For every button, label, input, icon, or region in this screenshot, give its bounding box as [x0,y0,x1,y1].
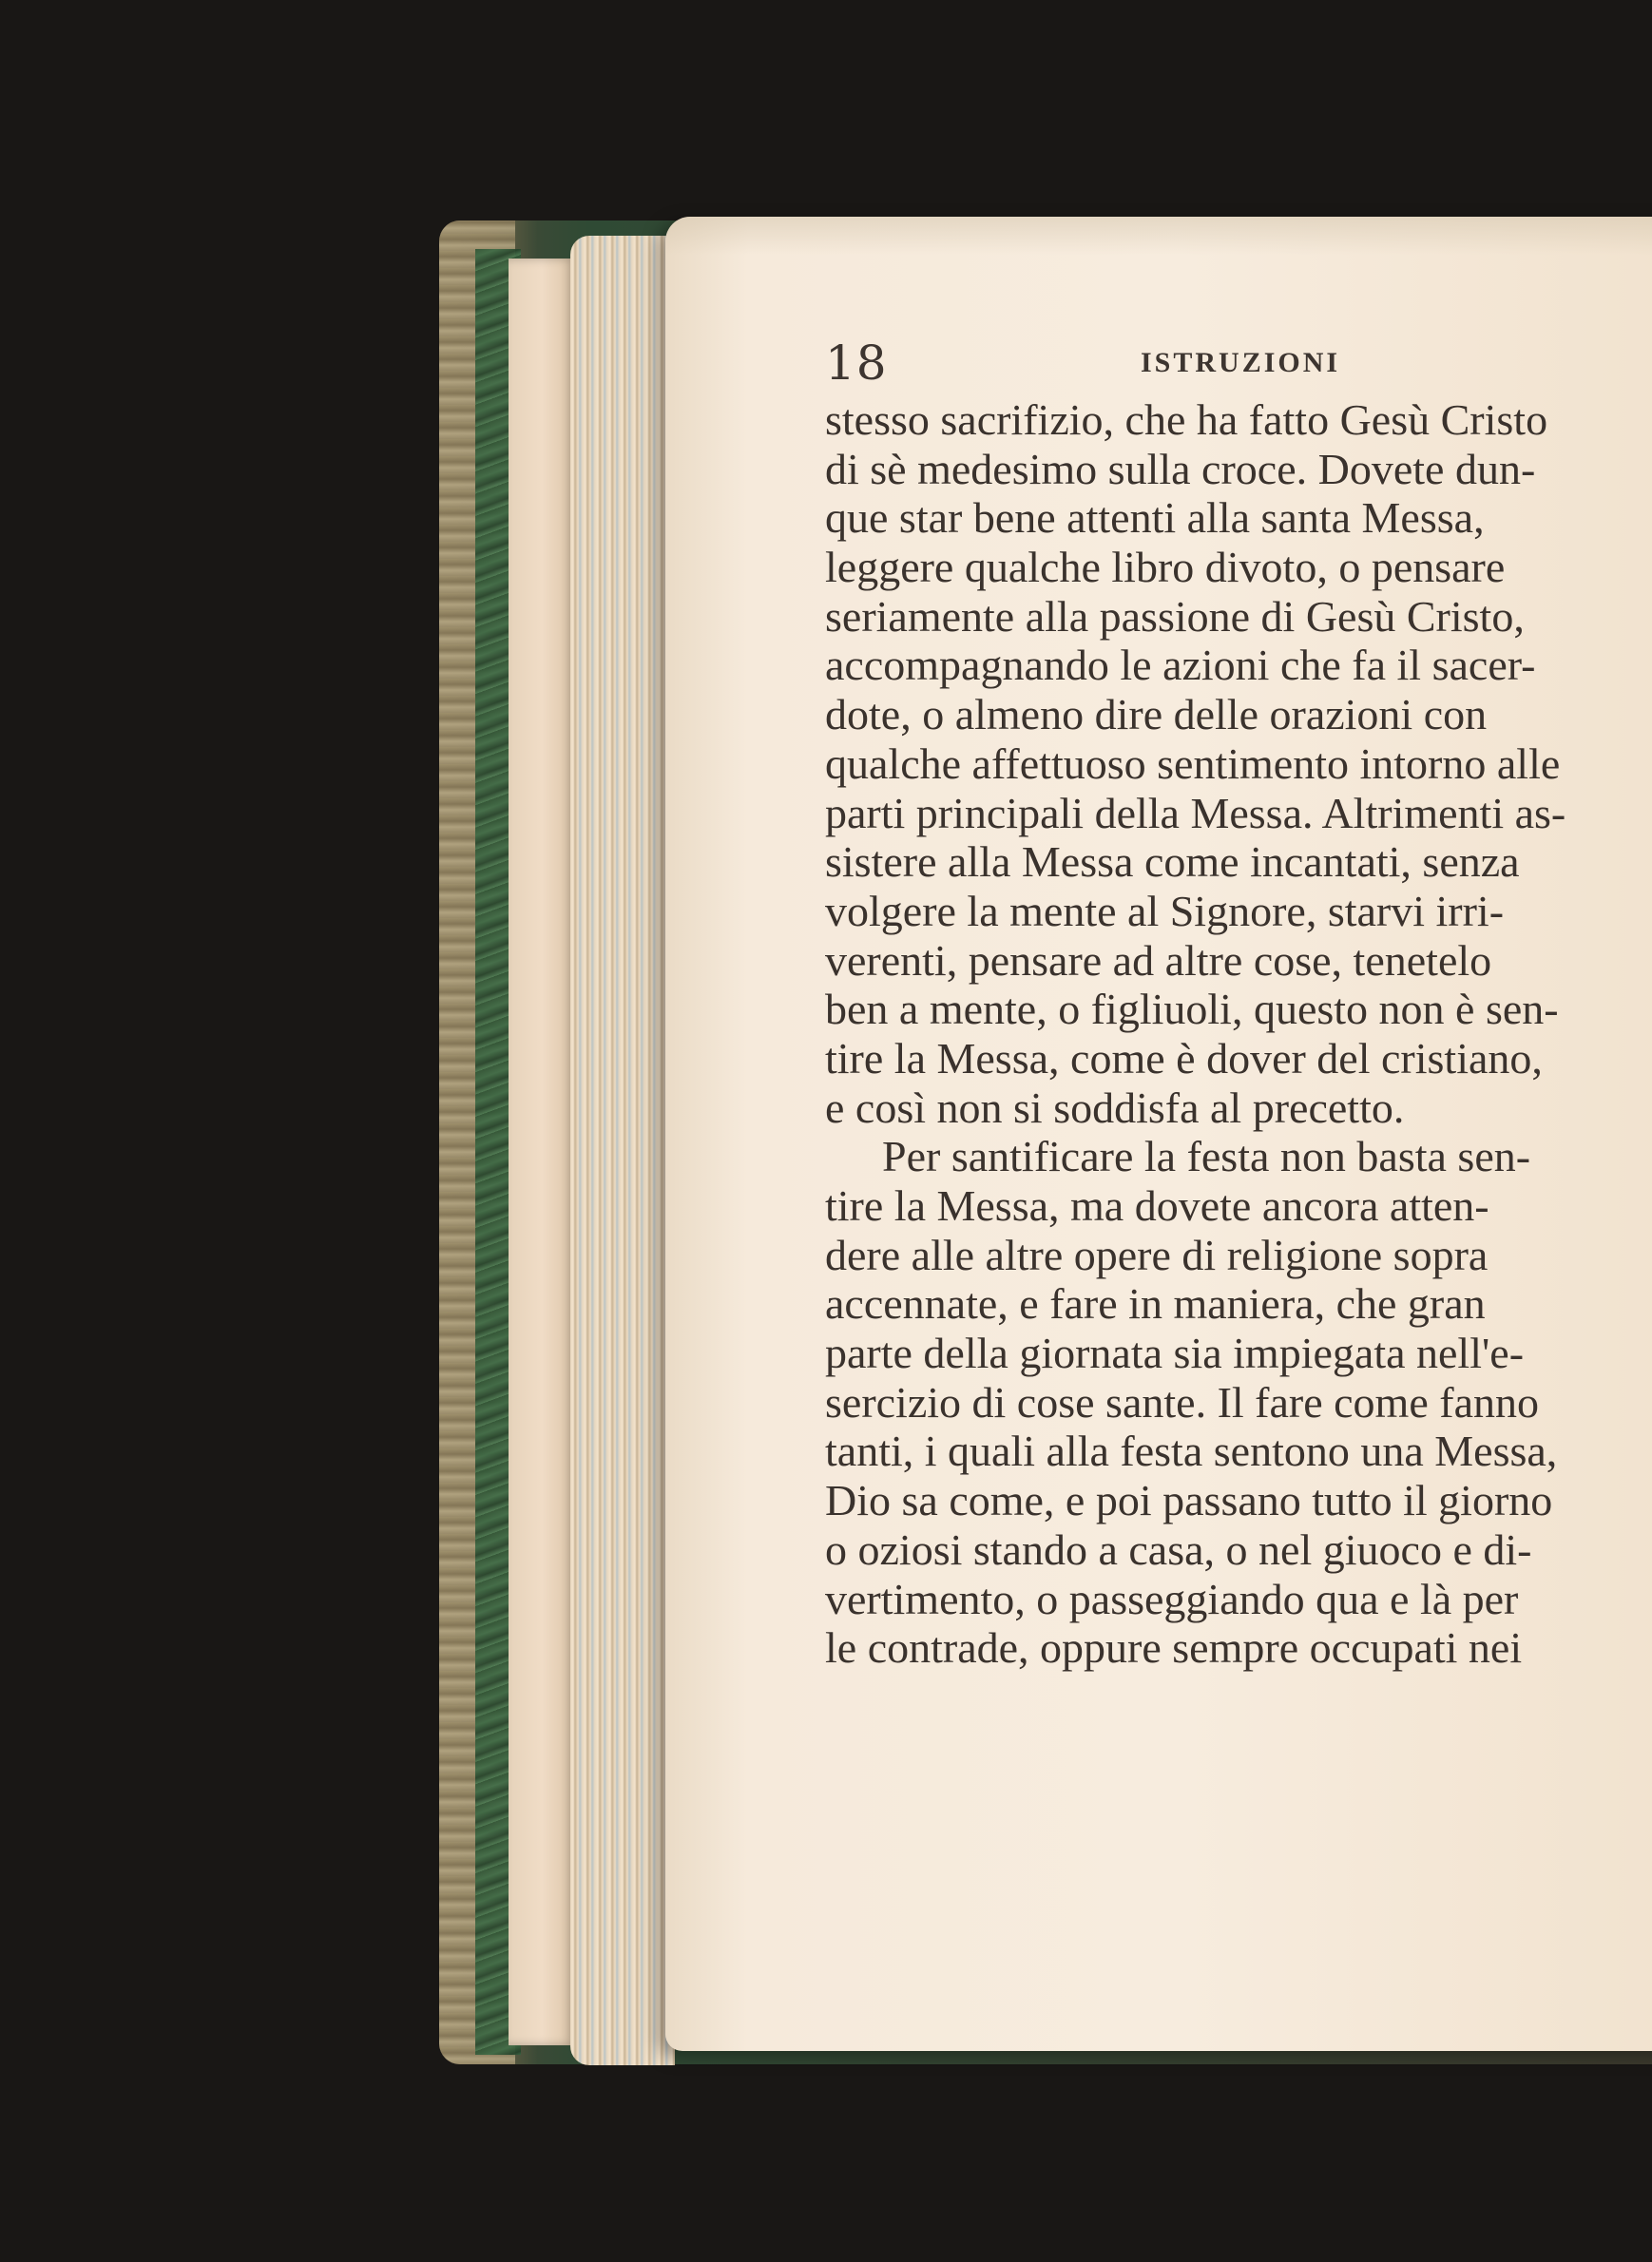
text-line: accennate, e fare in maniera, che gran [825,1279,1486,1329]
text-line: ben a mente, o figliuoli, questo non è sen- [825,985,1559,1034]
text-line: sistere alla Messa come incantati, senza [825,837,1520,887]
text-line: verenti, pensare ad altre cose, tenetelo [825,935,1492,985]
text-line: e così non si soddisfa al precetto. [825,1083,1405,1132]
text-line: volgere la mente al Signore, starvi irri- [825,886,1505,935]
text-line: vertimento, o passeggiando qua e là per [825,1574,1519,1623]
text-line: parti principali della Messa. Altrimenti as- [825,788,1566,837]
text-line: accompagnando le azioni che fa il sacer- [825,641,1536,690]
text-line: le contrade, oppure sempre occupati nei [825,1623,1523,1673]
text-line: qualche affettuoso sentimento intorno alle [825,738,1561,788]
page-number: 18 [825,335,888,391]
paragraph-start-line: Per santificare la festa non basta sen- [882,1132,1531,1181]
text-line: stesso sacrifizio, che ha fatto Gesù Cristo [825,395,1548,444]
text-line: tire la Messa, come è dover del cristiano, [825,1033,1543,1083]
text-line: o oziosi stando a casa, o nel giuoco e di- [825,1524,1532,1574]
page-body-text [825,395,1652,1673]
page-stack-edges [570,236,675,2065]
text-line: dere alle altre opere di religione sopra [825,1230,1489,1279]
text-line: di sè medesimo sulla croce. Dovete dun- [825,444,1536,493]
text-line: leggere qualche libro divoto, o pensare [825,543,1506,592]
text-line: tanti, i quali alla festa sentono una Messa, [825,1427,1558,1476]
text-line: tire la Messa, ma dovete ancora atten- [825,1181,1489,1230]
page-header [825,335,1652,392]
endpaper [509,259,575,2045]
text-line: parte della giornata sia impiegata nell'e- [825,1329,1525,1378]
text-line: Dio sa come, e poi passano tutto il giorno [825,1476,1553,1525]
text-line: que star bene attenti alla santa Messa, [825,493,1485,543]
running-head: ISTRUZIONI [1141,347,1341,378]
text-line: dote, o almeno dire delle orazioni con [825,690,1488,739]
text-line: seriamente alla passione di Gesù Cristo, [825,591,1525,641]
text-line: sercizio di cose sante. Il fare come fanno [825,1377,1539,1427]
